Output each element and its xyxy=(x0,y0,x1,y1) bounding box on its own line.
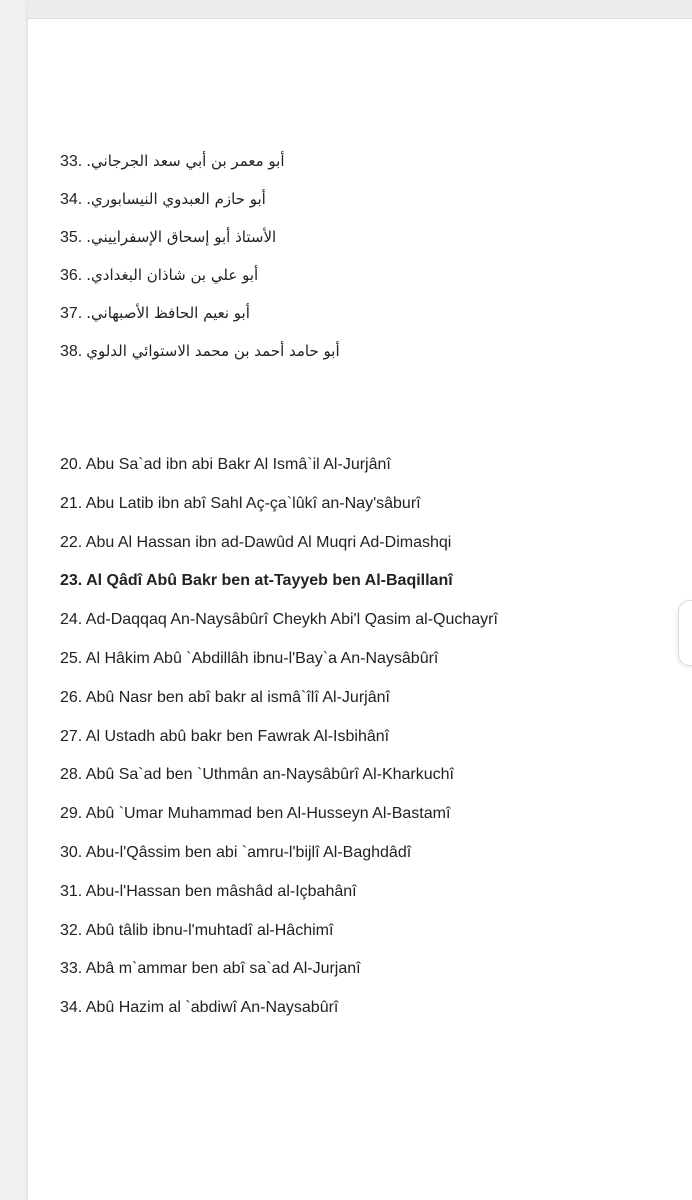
list-item: 37. أبو نعيم الحافظ الأصبهاني. xyxy=(60,304,250,322)
side-scroll-handle[interactable] xyxy=(678,600,692,666)
list-item: 35. الأستاذ أبو إسحاق الإسفراييني. xyxy=(60,228,277,246)
list-item: 21. Abu Latib ibn abî Sahl Aç-ça`lûkî an-Nay'sâburî xyxy=(60,494,421,512)
list-item: 27. Al Ustadh abû bakr ben Fawrak Al-Isbihânî xyxy=(60,727,390,745)
list-item: 38. أبو حامد أحمد بن محمد الاستوائي الدلوي xyxy=(60,342,340,360)
list-item: 33. Abâ m`ammar ben abî sa`ad Al-Jurjanî xyxy=(60,960,361,978)
list-item: 34. أبو حازم العبدوي النيسابوري. xyxy=(60,190,266,208)
list-item: 28. Abû Sa`ad ben `Uthmân an-Naysâbûrî Al-Kharkuchî xyxy=(60,766,454,784)
list-item: 30. Abu-l'Qâssim ben abi `amru-l'bijlî Al-Baghdâdî xyxy=(60,843,412,861)
page-top-edge xyxy=(27,0,692,19)
transliterated-scholars-list xyxy=(60,454,498,1036)
list-item: 36. أبو علي بن شاذان البغدادي. xyxy=(60,266,259,284)
list-item: 26. Abû Nasr ben abî bakr al ismâ`îlî Al-Jurjânî xyxy=(60,688,390,706)
list-item: 33. أبو معمر بن أبي سعد الجرجاني. xyxy=(60,152,285,170)
list-item: 25. Al Hâkim Abû `Abdillâh ibnu-l'Bay`a An-Naysâbûrî xyxy=(60,649,439,667)
list-item: 29. Abû `Umar Muhammad ben Al-Husseyn Al-Bastamî xyxy=(60,805,451,823)
list-item: 24. Ad-Daqqaq An-Naysâbûrî Cheykh Abi'l Qasim al-Quchayrî xyxy=(60,611,498,629)
list-item-highlighted: 23. Al Qâdî Abû Bakr ben at-Tayyeb ben Al-Baqillanî xyxy=(60,572,453,590)
list-item: 22. Abu Al Hassan ibn ad-Dawûd Al Muqri Ad-Dimashqi xyxy=(60,533,452,551)
list-item: 31. Abu-l'Hassan ben mâshâd al-Içbahânî xyxy=(60,882,357,900)
list-item: 32. Abû tâlib ibnu-l'muhtadî al-Hâchimî xyxy=(60,921,334,939)
arabic-scholars-list xyxy=(60,150,340,378)
list-item: 20. Abu Sa`ad ibn abi Bakr Al Ismâ`il Al-Jurjânî xyxy=(60,456,391,473)
list-item: 34. Abû Hazim al `abdiwî An-Naysabûrî xyxy=(60,999,339,1017)
